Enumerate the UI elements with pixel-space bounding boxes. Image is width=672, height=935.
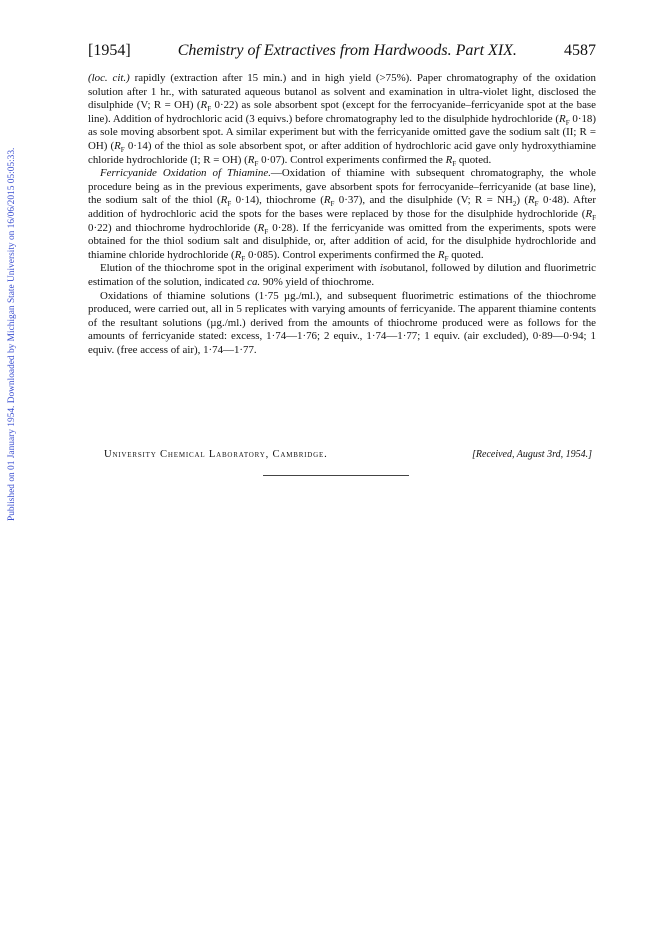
italic-run: R — [528, 194, 535, 207]
paragraph — [88, 72, 596, 167]
text-run: 90% yield of thiochrome. — [260, 275, 375, 288]
italic-run: R — [585, 207, 593, 220]
italic-run: Ferricyanide Oxidation of Thiamine. — [100, 167, 271, 180]
text-run: 0·48). After addition of hydrochloric acid the spots for the bases were replaced by those for the disulphide hydrochloride ( — [88, 194, 596, 220]
text-run: 0·07). Control experiments confirmed the — [258, 153, 446, 166]
italic-run: (loc. cit.) — [88, 72, 130, 84]
page-number: 4587 — [563, 42, 596, 59]
text-run: —Oxidation of thiamine with subsequent chromatography, the whole procedure being as in the previous experiments, gave absorbent spots for ferrocyanide–ferricyanide (at base line), the sodium salt of the thiol ( — [88, 167, 596, 207]
subscript-run: F — [120, 146, 125, 155]
italic-run: iso — [379, 262, 393, 275]
text-run: Elution of the thiochrome spot in the original experiment with — [100, 262, 380, 275]
header-title: Chemistry of Extractives from Hardwoods. Part XIX. — [177, 42, 517, 59]
italic-run: R — [437, 248, 445, 261]
subscript-run: F — [227, 200, 232, 209]
subscript-run: F — [592, 214, 596, 223]
subscript-run: F — [264, 227, 269, 236]
text-run: quoted. — [456, 153, 492, 166]
article-footer — [104, 449, 592, 460]
received-date: [Received, August 3rd, 1954.] — [472, 449, 592, 460]
download-watermark: Published on 01 January 1954. Downloaded by Michigan State University on 16/06/2015 05:05:33. — [7, 147, 17, 521]
paragraph — [88, 262, 596, 289]
text-run: butanol, followed by dilution and fluorimetric estimation of the solution, indicated — [88, 262, 596, 288]
text-run: 0·22) and thiochrome hydrochloride ( — [88, 221, 258, 234]
italic-run: ca. — [247, 275, 261, 288]
text-run: 0·22) as sole absorbent spot (except for the ferrocyanide–ferricyanide spot at the base line). Addition of hydrochloric acid (3 equivs.) before chromatography led to the disulphide hydrochloride ( — [88, 99, 596, 125]
subscript-run: F — [444, 254, 449, 263]
text-run: 0·18) as sole moving absorbent spot. A similar experiment but with the ferricyanide omitted gave the sodium salt (II; R = OH) ( — [88, 112, 596, 152]
text-run: rapidly (extraction after 15 min.) and in high yield (>75%). Paper chromatography of the oxidation solution after 1 hr., with saturated aqueous butanol as solvent and examination in ultra-violet light, disclosed the disulphide (V; R = OH) ( — [88, 72, 596, 112]
article-body — [88, 72, 596, 357]
text-run: 0·28). If the ferricyanide was omitted from the experiments, spots were obtained for the thiol sodium salt and disulphide, or, after addition of acid, for the disulphide hydrochloride and thiamine chloride hydrochloride ( — [88, 221, 596, 261]
italic-run: R — [220, 194, 228, 207]
text-run: 0·14), thiochrome ( — [231, 194, 324, 207]
italic-run: R — [323, 194, 331, 207]
subscript-run: F — [241, 254, 246, 263]
italic-run: R — [247, 153, 255, 166]
running-header — [88, 42, 596, 60]
paragraph — [88, 167, 596, 262]
italic-run: R — [445, 153, 453, 166]
affiliation: University Chemical Laboratory, Cambridge. — [104, 449, 328, 460]
subscript-run: F — [565, 118, 570, 127]
text-run: Oxidations of thiamine solutions (1·75 µg./ml.), and subsequent fluorimetric estimations of the thiochrome produced, were carried out, all in 5 replicates with varying amounts of ferricyanide. The apparent thiamine contents of the resultant solutions (µg./ml.) derived from the amounts of thiochrome produced were as follows for the amounts of ferricyanide stated: excess, 1·74—1·76; 2 equiv., 1·74—1·77; 1 equiv. (air excluded), 0·89—0·94; 1 equiv. (free access of air), 1·74—1·77. — [88, 289, 596, 356]
text-run: ) ( — [516, 194, 529, 207]
text-run: quoted. — [448, 248, 484, 261]
italic-run: R — [257, 221, 265, 234]
text-run: 0·37), and the disulphide (V; R = NH — [334, 194, 513, 207]
end-rule — [263, 475, 409, 476]
subscript-run: 2 — [512, 200, 517, 209]
paragraph — [88, 290, 596, 358]
subscript-run: F — [452, 159, 457, 168]
italic-run: R — [234, 248, 242, 261]
italic-run: R — [200, 99, 208, 112]
italic-run: R — [559, 112, 566, 125]
header-year: [1954] — [88, 42, 131, 59]
subscript-run: F — [330, 200, 335, 209]
text-run: 0·085). Control experiments confirmed the — [245, 248, 438, 261]
italic-run: R — [114, 139, 121, 152]
text-run: 0·14) of the thiol as sole absorbent spot, or after addition of hydrochloric acid gave only hydroxythiamine chloride hydrochloride (I; R = OH) ( — [88, 139, 596, 166]
subscript-run: F — [254, 159, 259, 168]
subscript-run: F — [534, 200, 539, 209]
subscript-run: F — [207, 105, 212, 114]
